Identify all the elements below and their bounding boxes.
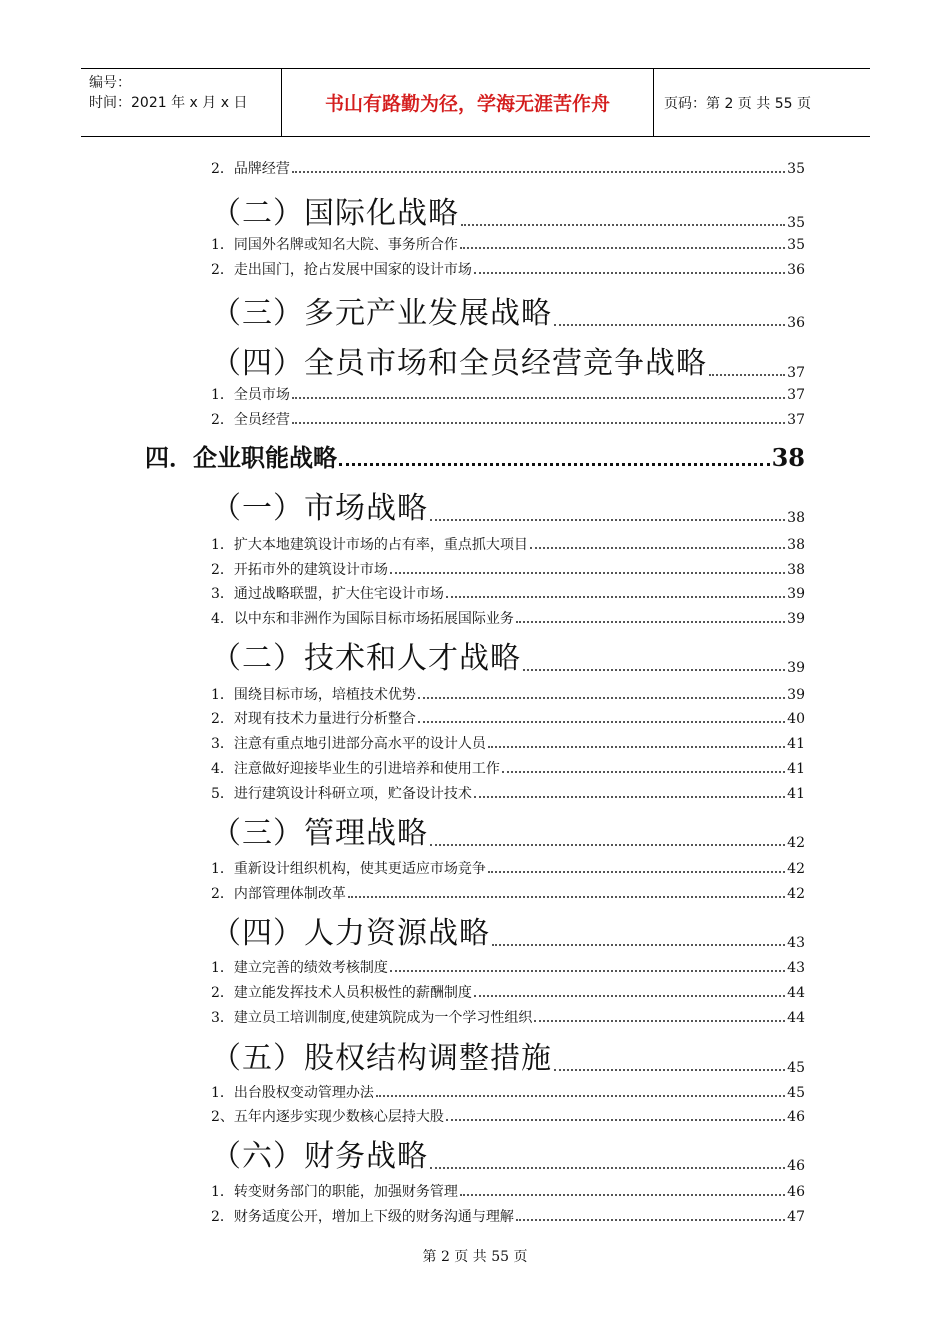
- toc-leader-dots: [554, 1068, 785, 1071]
- toc-entry[interactable]: [211, 536, 805, 554]
- toc-entry-title: 1．出台股权变动管理办法: [211, 1085, 374, 1101]
- toc-entry[interactable]: [211, 1139, 805, 1175]
- toc-entry[interactable]: [145, 443, 805, 473]
- toc-entry-page: 39: [787, 660, 805, 676]
- toc-entry-page: 45: [787, 1085, 805, 1101]
- toc-leader-dots: [430, 1166, 785, 1169]
- toc-leader-dots: [554, 323, 785, 326]
- toc-entry[interactable]: [211, 491, 805, 527]
- toc-leader-dots: [492, 943, 785, 946]
- header-motto: 书山有路勤为径，学海无涯苦作舟: [281, 69, 654, 136]
- toc-entry-page: 41: [787, 786, 805, 802]
- toc-entry-title: （三）多元产业发展战略: [211, 296, 552, 331]
- toc-entry-page: 37: [787, 412, 805, 428]
- toc-entry-title: 四．企业职能战略: [145, 444, 337, 472]
- toc-entry[interactable]: [211, 984, 805, 1002]
- toc-entry-title: （一）市场战略: [211, 491, 428, 526]
- toc-entry-page: 38: [787, 537, 805, 553]
- toc-leader-dots: [339, 462, 770, 466]
- toc-leader-dots: [390, 969, 785, 972]
- toc-entry[interactable]: [211, 1183, 805, 1201]
- toc-leader-dots: [709, 373, 785, 376]
- toc-leader-dots: [461, 223, 785, 226]
- toc-entry-title: 4．注意做好迎接毕业生的引进培养和使用工作: [211, 761, 500, 777]
- toc-entry[interactable]: [211, 1084, 805, 1102]
- toc-entry-page: 44: [787, 1010, 805, 1026]
- toc-leader-dots: [430, 843, 785, 846]
- toc-entry[interactable]: [211, 785, 805, 803]
- toc-entry[interactable]: [211, 196, 805, 232]
- toc-entry-title: 3．通过战略联盟，扩大住宅设计市场: [211, 586, 444, 602]
- toc-leader-dots: [376, 1094, 785, 1097]
- toc-entry-title: （三）管理战略: [211, 816, 428, 851]
- toc-entry-page: 36: [787, 315, 805, 331]
- toc-leader-dots: [460, 246, 785, 249]
- toc-entry-title: （二）技术和人才战略: [211, 641, 521, 676]
- toc-entry-page: 42: [787, 861, 805, 877]
- toc-entry[interactable]: [211, 1009, 805, 1027]
- toc-entry[interactable]: [211, 686, 805, 704]
- document-header: [81, 68, 870, 137]
- toc-entry[interactable]: [211, 610, 805, 628]
- toc-entry[interactable]: [211, 816, 805, 852]
- toc-leader-dots: [534, 1019, 785, 1022]
- toc-leader-dots: [390, 571, 785, 574]
- toc-entry-title: 2．建立能发挥技术人员积极性的薪酬制度: [211, 985, 472, 1001]
- toc-entry[interactable]: [211, 261, 805, 279]
- page-footer: 第 2 页 共 55 页: [422, 1249, 528, 1265]
- toc-leader-dots: [488, 745, 785, 748]
- toc-entry-title: 2．对现有技术力量进行分析整合: [211, 711, 416, 727]
- toc-entry[interactable]: [211, 585, 805, 603]
- toc-entry-page: 44: [787, 985, 805, 1001]
- toc-entry-title: 2．全员经营: [211, 412, 290, 428]
- toc-entry[interactable]: [211, 860, 805, 878]
- toc-leader-dots: [348, 895, 785, 898]
- toc-entry[interactable]: [211, 296, 805, 332]
- toc-entry-page: 39: [787, 611, 805, 627]
- toc-entry-page: 35: [787, 237, 805, 253]
- toc-entry-page: 38: [771, 443, 805, 472]
- toc-entry-title: 2．开拓市外的建筑设计市场: [211, 562, 388, 578]
- toc-leader-dots: [502, 770, 785, 773]
- toc-entry-title: 1．扩大本地建筑设计市场的占有率，重点抓大项目: [211, 537, 528, 553]
- toc-entry-page: 43: [787, 935, 805, 951]
- toc-entry-page: 41: [787, 736, 805, 752]
- toc-entry-title: 3．建立员工培训制度,使建筑院成为一个学习性组织: [211, 1010, 533, 1026]
- toc-leader-dots: [530, 546, 785, 549]
- header-meta: [81, 69, 281, 136]
- toc-entry[interactable]: [211, 236, 805, 254]
- toc-leader-dots: [460, 1193, 785, 1196]
- toc-entry[interactable]: [211, 885, 805, 903]
- toc-entry[interactable]: [211, 760, 805, 778]
- toc-entry[interactable]: [211, 959, 805, 977]
- toc-entry-page: 41: [787, 761, 805, 777]
- toc-leader-dots: [418, 696, 785, 699]
- toc-entry-title: （二）国际化战略: [211, 196, 459, 231]
- toc-entry-page: 42: [787, 835, 805, 851]
- toc-entry-page: 39: [787, 586, 805, 602]
- header-page-info: 页码：第 2 页 共 55 页: [664, 95, 811, 112]
- toc-leader-dots: [430, 518, 785, 521]
- toc-entry-page: 40: [787, 711, 805, 727]
- toc-leader-dots: [292, 170, 785, 173]
- toc-leader-dots: [516, 1218, 785, 1221]
- toc-entry-title: 2．品牌经营: [211, 161, 290, 177]
- toc-entry-title: （六）财务战略: [211, 1139, 428, 1174]
- toc-leader-dots: [474, 795, 785, 798]
- toc-entry-title: 2．走出国门，抢占发展中国家的设计市场: [211, 262, 472, 278]
- toc-entry[interactable]: [211, 160, 805, 178]
- toc-entry-title: 1．全员市场: [211, 387, 290, 403]
- toc-entry-title: 1．重新设计组织机构，使其更适应市场竞争: [211, 861, 486, 877]
- toc-leader-dots: [446, 595, 785, 598]
- toc-entry-page: 35: [787, 215, 805, 231]
- toc-entry[interactable]: [211, 710, 805, 728]
- toc-entry-title: （四）全员市场和全员经营竞争战略: [211, 346, 707, 381]
- toc-entry-page: 46: [787, 1158, 805, 1174]
- toc-entry-page: 37: [787, 365, 805, 381]
- header-date-label: 时间：2021 年 x 月 x 日: [89, 95, 248, 111]
- toc-entry-page: 38: [787, 562, 805, 578]
- header-number-label: 编号：: [89, 75, 131, 91]
- toc-entry[interactable]: [211, 1041, 805, 1077]
- toc-entry-page: 37: [787, 387, 805, 403]
- toc-entry[interactable]: [211, 735, 805, 753]
- toc-entry[interactable]: [211, 561, 805, 579]
- toc-leader-dots: [488, 870, 785, 873]
- toc-entry[interactable]: [211, 411, 805, 429]
- toc-entry-page: 42: [787, 886, 805, 902]
- toc-entry-title: （四）人力资源战略: [211, 916, 490, 951]
- toc-entry-page: 46: [787, 1109, 805, 1125]
- toc-entry-page: 35: [787, 161, 805, 177]
- toc-entry[interactable]: [211, 346, 805, 382]
- toc-entry-title: 2．财务适度公开，增加上下级的财务沟通与理解: [211, 1209, 514, 1225]
- toc-entry-page: 45: [787, 1060, 805, 1076]
- toc-entry[interactable]: [211, 641, 805, 677]
- toc-entry-page: 43: [787, 960, 805, 976]
- toc-entry-title: 4．以中东和非洲作为国际目标市场拓展国际业务: [211, 611, 514, 627]
- toc-entry-page: 39: [787, 687, 805, 703]
- toc-leader-dots: [446, 1118, 785, 1121]
- toc-entry-title: 1．同国外名牌或知名大院、事务所合作: [211, 237, 458, 253]
- toc-entry-title: 3．注意有重点地引进部分高水平的设计人员: [211, 736, 486, 752]
- toc-entry-title: 2、五年内逐步实现少数核心层持大股: [211, 1109, 444, 1125]
- toc-entry-page: 47: [787, 1209, 805, 1225]
- toc-entry[interactable]: [211, 916, 805, 952]
- toc-leader-dots: [418, 720, 785, 723]
- toc-entry[interactable]: [211, 1108, 805, 1126]
- toc-entry-title: 1．转变财务部门的职能，加强财务管理: [211, 1184, 458, 1200]
- toc-leader-dots: [292, 421, 785, 424]
- toc-leader-dots: [292, 396, 785, 399]
- toc-entry-title: 1．围绕目标市场，培植技术优势: [211, 687, 416, 703]
- toc-entry-title: 5．进行建筑设计科研立项，贮备设计技术: [211, 786, 472, 802]
- toc-entry[interactable]: [211, 1208, 805, 1226]
- toc-entry-title: 2．内部管理体制改革: [211, 886, 346, 902]
- toc-leader-dots: [474, 271, 785, 274]
- toc-entry-title: （五）股权结构调整措施: [211, 1041, 552, 1076]
- toc-entry[interactable]: [211, 386, 805, 404]
- toc-entry-title: 1．建立完善的绩效考核制度: [211, 960, 388, 976]
- toc-entry-page: 36: [787, 262, 805, 278]
- toc-entry-page: 46: [787, 1184, 805, 1200]
- toc-entry-page: 38: [787, 510, 805, 526]
- toc-leader-dots: [474, 994, 785, 997]
- toc-leader-dots: [516, 620, 785, 623]
- toc-leader-dots: [523, 668, 785, 671]
